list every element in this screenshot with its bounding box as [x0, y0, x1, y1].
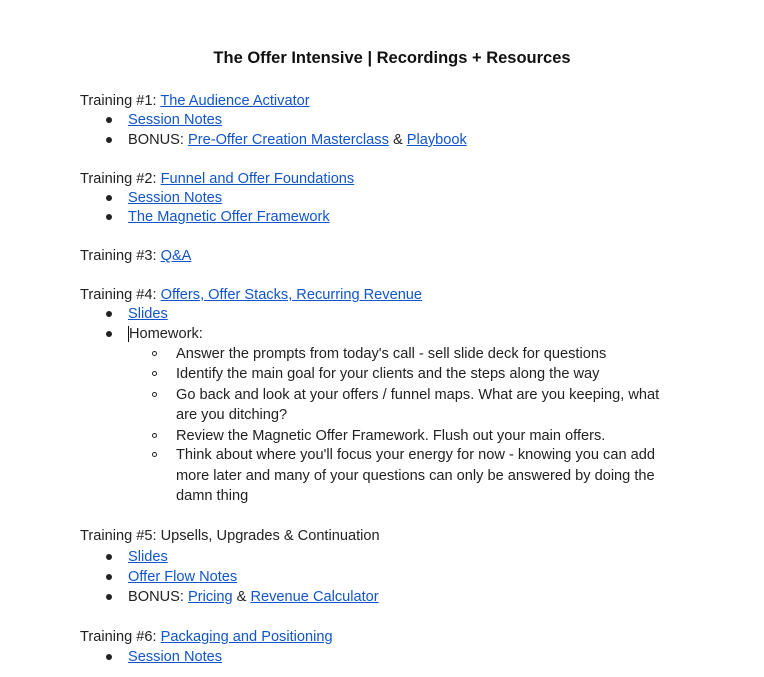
homework-item: Review the Magnetic Offer Framework. Flush out your main offers.: [176, 428, 606, 444]
training-2-heading: Training #2: Funnel and Offer Foundations: [80, 171, 355, 187]
homework-label: Homework:: [129, 326, 203, 342]
list-item: [128, 304, 168, 324]
training-1-link[interactable]: The Audience Activator: [160, 93, 310, 109]
homework-item: Think about where you'll focus your energy for now - knowing you can add: [176, 447, 655, 463]
list-item: [128, 188, 222, 208]
list-item: BONUS: Pre-Offer Creation Masterclass & Playbook: [128, 132, 467, 148]
list-item: [128, 324, 203, 344]
list-item: [128, 547, 168, 567]
homework-item-continued: are you ditching?: [176, 407, 288, 423]
list-item: BONUS: Pricing & Revenue Calculator: [128, 589, 379, 605]
revenue-calculator-link[interactable]: Revenue Calculator: [250, 589, 379, 605]
homework-item: Go back and look at your offers / funnel maps. What are you keeping, what: [176, 387, 660, 403]
magnetic-offer-framework-link[interactable]: The Magnetic Offer Framework: [128, 209, 330, 225]
homework-item: Answer the prompts from today's call - sell slide deck for questions: [176, 346, 607, 362]
homework-item-continued: damn thing: [176, 488, 249, 504]
training-1-session-notes-link[interactable]: Session Notes: [128, 112, 223, 128]
training-3-link[interactable]: Q&A: [160, 248, 192, 264]
training-3-heading: Training #3: Q&A: [80, 248, 192, 264]
list-item: [128, 207, 330, 227]
pricing-link[interactable]: Pricing: [188, 589, 233, 605]
list-item: [128, 110, 222, 130]
offer-flow-notes-link[interactable]: Offer Flow Notes: [128, 569, 238, 585]
playbook-link[interactable]: Playbook: [406, 132, 467, 148]
training-4-slides-link[interactable]: Slides: [128, 306, 168, 322]
training-4-link[interactable]: Offers, Offer Stacks, Recurring Revenue: [160, 287, 423, 303]
homework-item-continued: more later and many of your questions can only be answered by doing the: [176, 468, 655, 484]
list-item: [128, 647, 222, 667]
training-6-heading: Training #6: Packaging and Positioning: [80, 629, 333, 645]
pre-offer-masterclass-link[interactable]: Pre-Offer Creation Masterclass: [188, 132, 389, 148]
training-1-heading: Training #1: The Audience Activator: [80, 93, 310, 109]
page-title: The Offer Intensive | Recordings + Resources: [213, 49, 571, 67]
training-5-slides-link[interactable]: Slides: [128, 549, 168, 565]
training-6-link[interactable]: Packaging and Positioning: [160, 629, 333, 645]
training-4-heading: Training #4: Offers, Offer Stacks, Recurring Revenue: [80, 287, 423, 303]
training-5-heading: Training #5: Upsells, Upgrades & Continuation: [80, 528, 380, 544]
training-2-session-notes-link[interactable]: Session Notes: [128, 190, 223, 206]
training-6-session-notes-link[interactable]: Session Notes: [128, 649, 223, 665]
training-2-link[interactable]: Funnel and Offer Foundations: [160, 171, 355, 187]
list-item: [128, 567, 237, 587]
homework-item: Identify the main goal for your clients and the steps along the way: [176, 366, 600, 382]
